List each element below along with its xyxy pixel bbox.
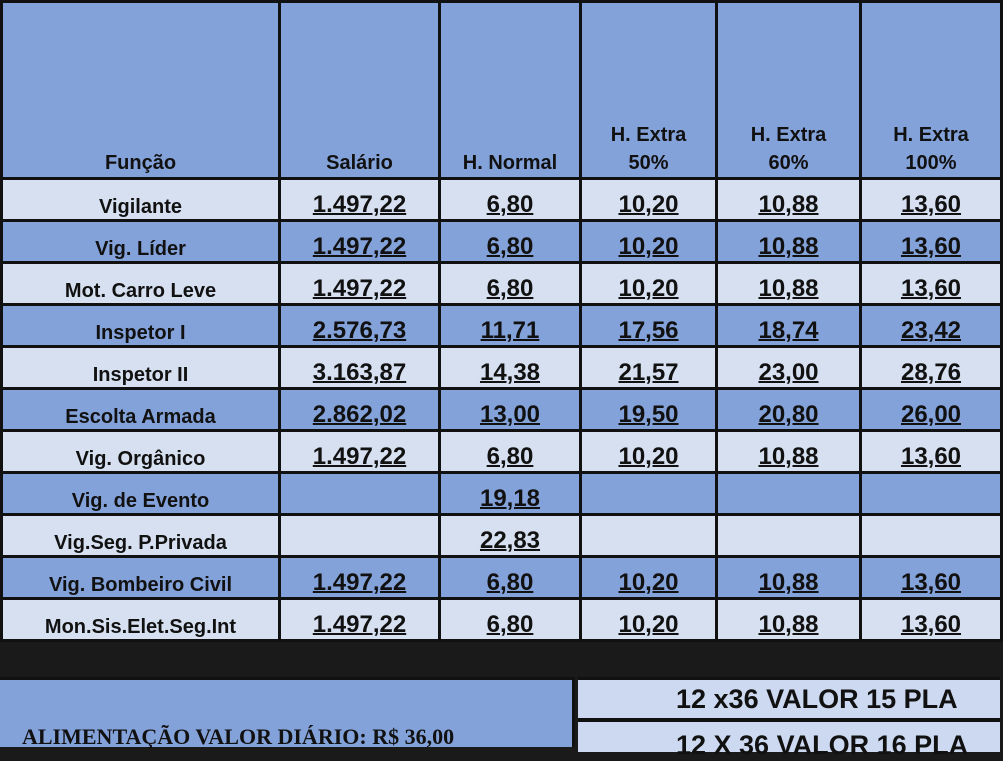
cell-h-extra-50 <box>581 515 717 557</box>
header-h-extra-50-line1: H. Extra <box>610 124 687 146</box>
table-row <box>2 515 1002 557</box>
cell-h-extra-60: 10,88 <box>717 179 861 221</box>
cell-h-extra-100: 13,60 <box>861 179 1002 221</box>
cell-h-normal: 6,80 <box>440 221 581 263</box>
cell-funcao: Escolta Armada <box>2 389 280 431</box>
cell-h-extra-100 <box>861 473 1002 515</box>
table-row <box>2 305 1002 347</box>
cell-funcao: Inspetor I <box>2 305 280 347</box>
cell-h-normal: 6,80 <box>440 179 581 221</box>
cell-salario: 1.497,22 <box>280 263 440 305</box>
cell-salario <box>280 515 440 557</box>
cell-h-extra-50 <box>581 473 717 515</box>
cell-h-extra-50: 10,20 <box>581 557 717 599</box>
cell-h-extra-60: 10,88 <box>717 557 861 599</box>
header-h-extra-60 <box>717 2 861 179</box>
cell-funcao: Vig. Bombeiro Civil <box>2 557 280 599</box>
header-h-extra-100-line1: H. Extra <box>893 124 969 146</box>
plantao-15-row <box>578 680 1000 718</box>
cell-h-extra-60: 20,80 <box>717 389 861 431</box>
header-h-extra-100-line2: 100% <box>905 152 957 174</box>
table-header-row <box>2 2 1002 179</box>
header-h-extra-60-line1: H. Extra <box>750 124 827 146</box>
cell-h-normal: 11,71 <box>440 305 581 347</box>
cell-funcao: Vig. de Evento <box>2 473 280 515</box>
cell-h-extra-60: 10,88 <box>717 263 861 305</box>
cell-h-normal: 6,80 <box>440 431 581 473</box>
cell-salario: 1.497,22 <box>280 431 440 473</box>
cell-funcao: Vig. Orgânico <box>2 431 280 473</box>
cell-h-normal: 6,80 <box>440 557 581 599</box>
cell-h-extra-100: 13,60 <box>861 431 1002 473</box>
header-h-normal: H. Normal <box>440 2 581 179</box>
plantao-16-text: 12 X 36 VALOR 16 PLA <box>676 730 969 760</box>
header-h-extra-50-line2: 50% <box>628 152 669 174</box>
cell-h-extra-50: 17,56 <box>581 305 717 347</box>
cell-salario: 2.862,02 <box>280 389 440 431</box>
cell-h-normal: 6,80 <box>440 263 581 305</box>
header-h-extra-60-line2: 60% <box>768 152 809 174</box>
cell-h-extra-100: 26,00 <box>861 389 1002 431</box>
cell-h-extra-100: 13,60 <box>861 221 1002 263</box>
cell-h-normal: 22,83 <box>440 515 581 557</box>
cell-h-normal: 6,80 <box>440 599 581 641</box>
cell-h-extra-50: 10,20 <box>581 179 717 221</box>
cell-h-normal: 14,38 <box>440 347 581 389</box>
cell-funcao: Inspetor II <box>2 347 280 389</box>
cell-h-extra-60 <box>717 473 861 515</box>
table-footer <box>0 677 1000 760</box>
cell-h-extra-100 <box>861 515 1002 557</box>
cell-h-extra-50: 10,20 <box>581 263 717 305</box>
cell-funcao: Mon.Sis.Elet.Seg.Int <box>2 599 280 641</box>
header-salario: Salário <box>280 2 440 179</box>
cell-funcao: Vig.Seg. P.Privada <box>2 515 280 557</box>
cell-salario: 1.497,22 <box>280 221 440 263</box>
table-row <box>2 179 1002 221</box>
cell-funcao: Vig. Líder <box>2 221 280 263</box>
table-row <box>2 431 1002 473</box>
cell-h-extra-60: 10,88 <box>717 221 861 263</box>
cell-funcao: Vigilante <box>2 179 280 221</box>
cell-h-normal: 13,00 <box>440 389 581 431</box>
plantao-15-text: 12 x36 VALOR 15 PLA <box>676 684 958 714</box>
cell-h-extra-50: 19,50 <box>581 389 717 431</box>
cell-h-extra-50: 10,20 <box>581 599 717 641</box>
cell-h-extra-100: 13,60 <box>861 263 1002 305</box>
cell-h-extra-50: 10,20 <box>581 431 717 473</box>
cell-h-extra-60: 23,00 <box>717 347 861 389</box>
cell-h-extra-100: 23,42 <box>861 305 1002 347</box>
cell-h-extra-60 <box>717 515 861 557</box>
table-row <box>2 221 1002 263</box>
table-row <box>2 557 1002 599</box>
cell-salario: 1.497,22 <box>280 179 440 221</box>
cell-h-extra-60: 10,88 <box>717 599 861 641</box>
cell-salario: 3.163,87 <box>280 347 440 389</box>
header-h-extra-100 <box>861 2 1002 179</box>
cell-h-extra-60: 10,88 <box>717 431 861 473</box>
cell-salario: 2.576,73 <box>280 305 440 347</box>
table-row <box>2 347 1002 389</box>
table-row <box>2 389 1002 431</box>
plantao-16-row <box>578 722 1000 760</box>
header-h-extra-50 <box>581 2 717 179</box>
cell-funcao: Mot. Carro Leve <box>2 263 280 305</box>
cell-h-extra-100: 13,60 <box>861 599 1002 641</box>
table-row <box>2 473 1002 515</box>
table-row <box>2 263 1002 305</box>
cell-salario: 1.497,22 <box>280 599 440 641</box>
cell-h-extra-100: 28,76 <box>861 347 1002 389</box>
plantao-panel <box>578 677 1000 760</box>
header-funcao: Função <box>2 2 280 179</box>
cell-h-extra-50: 21,57 <box>581 347 717 389</box>
cell-h-extra-50: 10,20 <box>581 221 717 263</box>
cell-salario <box>280 473 440 515</box>
alimentacao-text: ALIMENTAÇÃO VALOR DIÁRIO: R$ 36,00 <box>22 724 455 749</box>
cell-h-normal: 19,18 <box>440 473 581 515</box>
cell-h-extra-60: 18,74 <box>717 305 861 347</box>
cell-salario: 1.497,22 <box>280 557 440 599</box>
table-row <box>2 599 1002 641</box>
alimentacao-panel <box>0 677 575 747</box>
cell-h-extra-100: 13,60 <box>861 557 1002 599</box>
